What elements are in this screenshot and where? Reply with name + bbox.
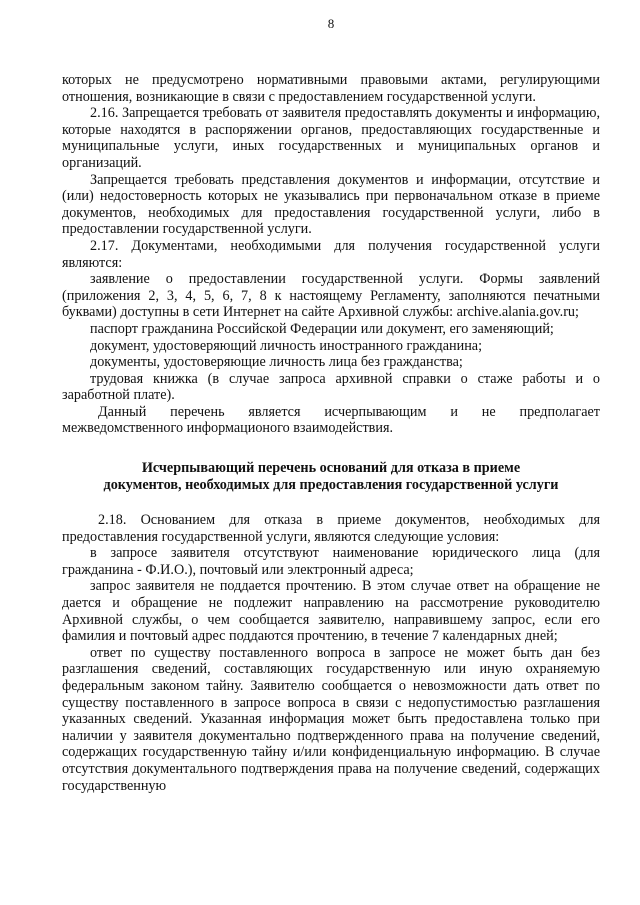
paragraph: Данный перечень является исчерпывающим и не предполагает межведомственного информационого взаимодействия. (62, 403, 600, 437)
paragraph: документы, удостоверяющие личность лица без гражданства; (90, 354, 463, 371)
paragraph: запрос заявителя не поддается прочтению. В этом случае ответ на обращение не дается и обращение не подлежит направлению на рассмотрение руководителю Архивной службы, о чем сообщается заявителю, направившему запрос, если его фамилия и почтовый адрес поддаются прочтению, в течение 7 календарных дней; (62, 578, 600, 645)
paragraph: в запросе заявителя отсутствуют наименование юридического лица (для гражданина - Ф.И.О.), почтовый или электронный адреса; (62, 545, 600, 578)
paragraph: документ, удостоверяющий личность иностранного гражданина; (90, 337, 483, 354)
body-text-bottom (62, 512, 600, 794)
page-number: 8 (327, 16, 335, 31)
body-text-top (62, 72, 600, 437)
paragraph: Запрещается требовать представления документов и информации, отсутствие и (или) недостоверность которых не указывались при первоначальном отказе в приеме документов, необходимых для предоставления государственной услуги, либо в предоставлении государственной услуги. (62, 171, 600, 238)
paragraph: ответ по существу поставленного вопроса в запросе не может быть дан без разглашения сведений, составляющих государственную или иную охраняемую федеральным законом тайну. Заявителю сообщается о невозможности дать ответ по существу поставленного в запросе вопроса в связи с недопустимостью разглашения указанных сведений. Указанная информация может быть предоставлена только при наличии у заявителя документально подтвержденного права на получение сведений, содержащих государственную тайну и/или конфиденциальную информацию. В случае отсутствия документального подтверждения права на получение сведений, содержащих государственную (62, 644, 600, 794)
paragraph: которых не предусмотрено нормативными правовыми актами, регулирующими отношения, возникающие в связи с предоставлением государственной услуги. (62, 72, 600, 105)
paragraph: заявление о предоставлении государственной услуги. Формы заявлений (приложения 2, 3, 4, 5, 6, 7, 8 к настоящему Регламенту, заполняются печатными буквами) доступны в сети Интернет на сайте Архивной службы: archive.alania.gov.ru; (62, 271, 600, 321)
paragraph: 2.17. Документами, необходимыми для получения государственной услуги являются: (62, 237, 600, 271)
section-heading-line-1: Исчерпывающий перечень оснований для отказа в приеме (141, 460, 521, 477)
section-heading-line-2: документов, необходимых для предоставления государственной услуги (103, 477, 559, 494)
paragraph: 2.18. Основанием для отказа в приеме документов, необходимых для предоставления государственной услуги, являются следующие условия: (62, 512, 600, 545)
paragraph: 2.16. Запрещается требовать от заявителя предоставлять документы и информацию, которые находятся в распоряжении органов, предоставляющих государственные и муниципальные услуги, иных государственных и муниципальных органов и организаций. (62, 105, 600, 171)
paragraph: паспорт гражданина Российской Федерации или документ, его заменяющий; (90, 320, 554, 337)
paragraph: трудовая книжка (в случае запроса архивной справки о стаже работы и о заработной плате). (62, 370, 600, 404)
section-heading (62, 460, 600, 494)
